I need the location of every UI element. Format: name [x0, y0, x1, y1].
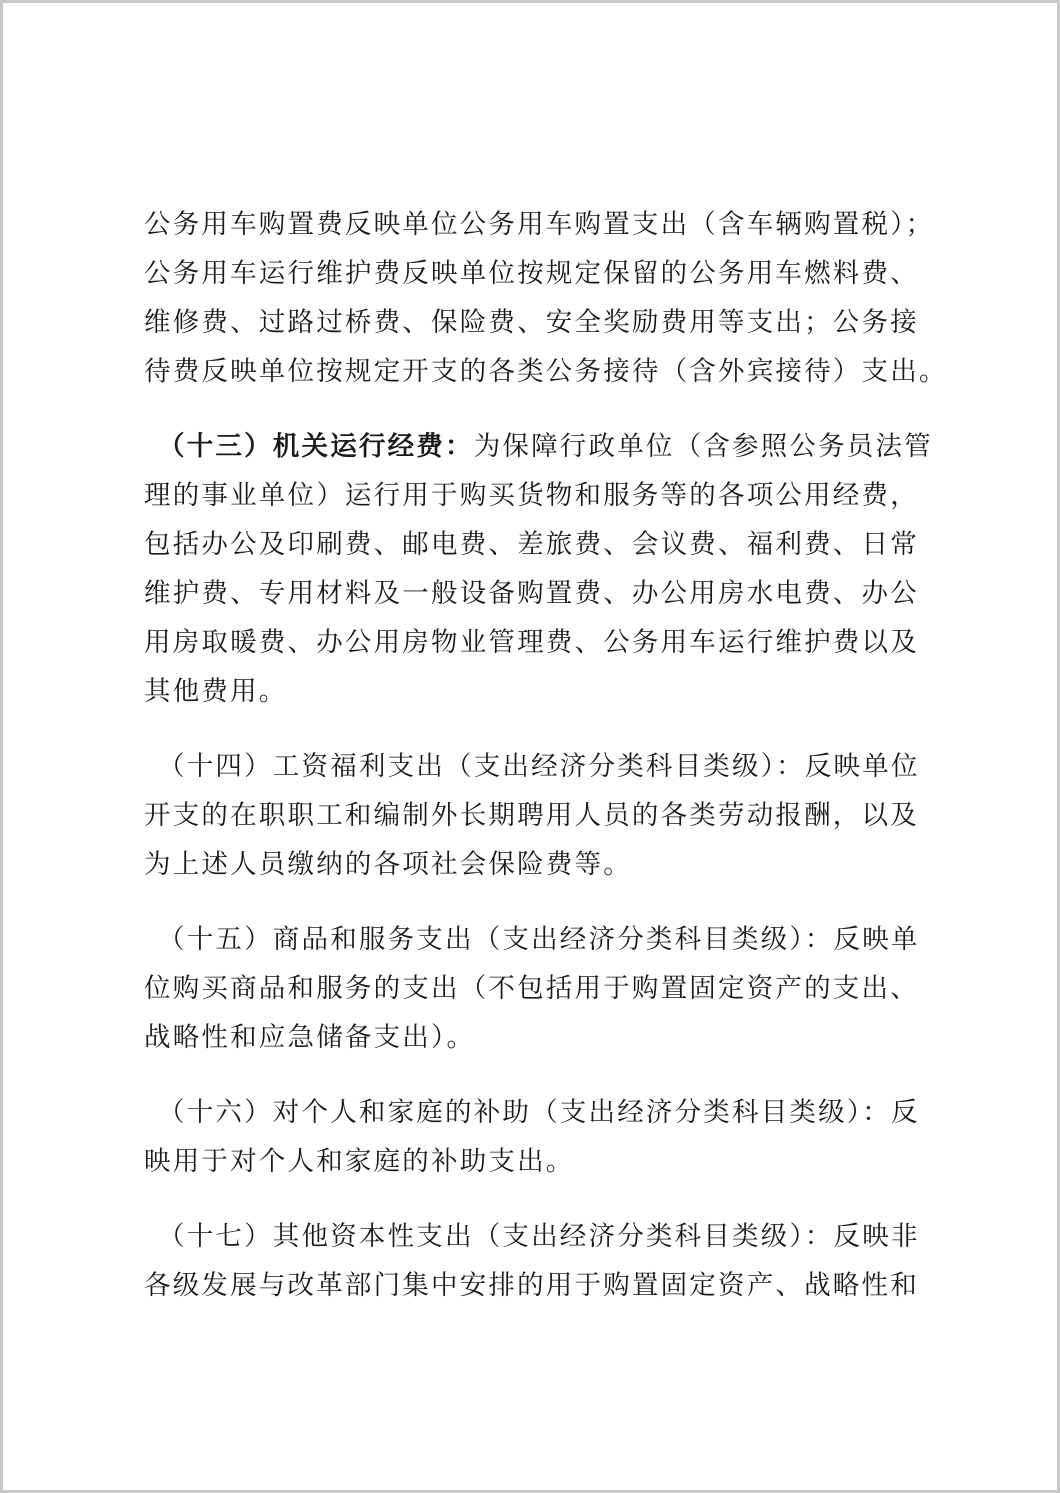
text-line: 各级发展与改革部门集中安排的用于购置固定资产、战略性和 [144, 1270, 919, 1301]
section-15-first-line: （十五）商品和服务支出（支出经济分类科目类级）：反映单 [158, 924, 920, 955]
text-line: 映用于对个人和家庭的补助支出。 [144, 1146, 575, 1177]
document-body [144, 200, 948, 1310]
paragraph-vehicle-and-reception-costs [144, 200, 948, 396]
section-17-other-capital-expenditure [144, 1212, 934, 1310]
section-13-first-line [144, 422, 934, 471]
section-13-heading: （十三）机关运行经费： [158, 431, 474, 462]
text-line: 维修费、过路过桥费、保险费、安全奖励费用等支出；公务接 [144, 307, 919, 338]
text-line: 战略性和应急储备支出）。 [144, 1022, 476, 1053]
section-15-goods-and-services [144, 915, 934, 1062]
text-line: 开支的在职职工和编制外长期聘用人员的各类劳动报酬，以及 [144, 800, 919, 831]
text-line: 理的事业单位）运行用于购买货物和服务等的各项公用经费， [144, 480, 919, 511]
section-14-first-line: （十四）工资福利支出（支出经济分类科目类级）：反映单位 [158, 751, 920, 782]
text-line: 公务用车运行维护费反映单位按规定保留的公务用车燃料费、 [144, 258, 919, 289]
section-17-first-line: （十七）其他资本性支出（支出经济分类科目类级）：反映非 [158, 1221, 920, 1252]
text-line: 包括办公及印刷费、邮电费、差旅费、会议费、福利费、日常 [144, 529, 919, 560]
text-line: 为上述人员缴纳的各项社会保险费等。 [144, 849, 632, 880]
text-line: 公务用车购置费反映单位公务用车购置支出（含车辆购置税）； [144, 209, 935, 240]
text-line: 待费反映单位按规定开支的各类公务接待（含外宾接待）支出。 [144, 356, 948, 387]
text-line: 位购买商品和服务的支出（不包括用于购置固定资产的支出、 [144, 973, 919, 1004]
section-13-agency-operating-funds [144, 422, 934, 716]
section-14-wages-and-benefits [144, 742, 934, 889]
section-16-first-line: （十六）对个人和家庭的补助（支出经济分类科目类级）：反 [158, 1097, 920, 1128]
section-16-subsidies-to-individuals [144, 1088, 934, 1186]
section-13-first-line-text: 为保障行政单位（含参照公务员法管 [473, 431, 933, 462]
text-line: 维护费、专用材料及一般设备购置费、办公用房水电费、办公 [144, 578, 919, 609]
text-line: 用房取暖费、办公用房物业管理费、公务用车运行维护费以及 [144, 627, 919, 658]
text-line: 其他费用。 [144, 676, 288, 707]
